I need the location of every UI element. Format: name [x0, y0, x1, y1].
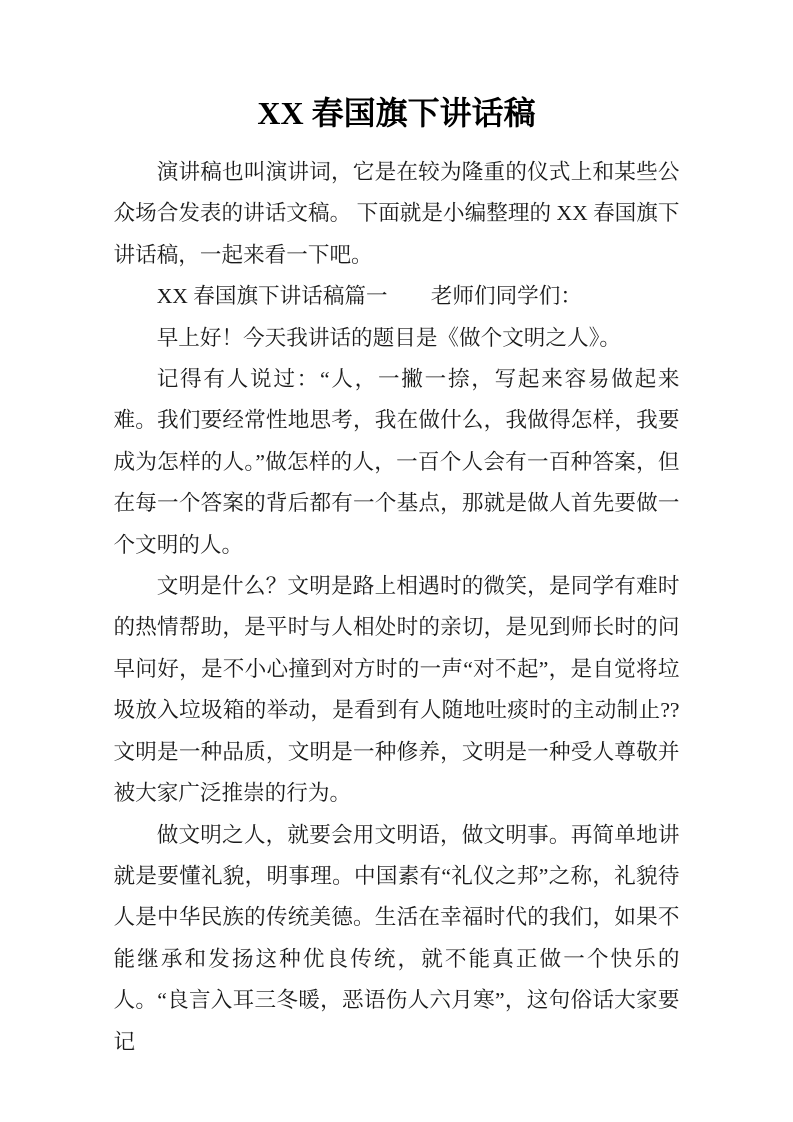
paragraph: 记得有人说过：“人，一撇一捺，写起来容易做起来难。我们要经常性地思考，我在做什么，我做得怎样，我要成为怎样的人。”做怎样的人，一百个人会有一百种答案，但在每一个答案的背后都有一个基点，那就是做人首先要做一个文明的人。	[113, 367, 680, 557]
paragraph: 演讲稿也叫演讲词，它是在较为隆重的仪式上和某些公众场合发表的讲话文稿。 下面就是小编整理的 XX 春国旗下讲话稿，一起来看一下吧。	[113, 160, 680, 267]
document-body	[114, 152, 680, 1063]
paragraph: 做文明之人，就要会用文明语，做文明事。再简单地讲就是要懂礼貌，明事理。中国素有“礼仪之邦”之称，礼貌待人是中华民族的传统美德。生活在幸福时代的我们，如果不能继承和发扬这种优良传统，就不能真正做一个快乐的人。“良言入耳三冬暖，恶语伤人六月寒”，这句俗话大家要记	[113, 822, 680, 1054]
paragraph: 文明是什么？文明是路上相遇时的微笑，是同学有难时的热情帮助，是平时与人相处时的亲切，是见到师长时的问早问好，是不小心撞到对方时的一声“对不起”，是自觉将垃圾放入垃圾箱的举动，是看到有人随地吐痰时的主动制止??文明是一种品质，文明是一种修养，文明是一种受人尊敬并被大家广泛推崇的行为。	[113, 574, 680, 806]
paragraph: 早上好！今天我讲话的题目是《做个文明之人》。	[156, 325, 621, 350]
document-title: XX 春国旗下讲话稿	[257, 95, 536, 131]
paragraph: XX 春国旗下讲话稿篇一 老师们同学们：	[156, 284, 582, 309]
